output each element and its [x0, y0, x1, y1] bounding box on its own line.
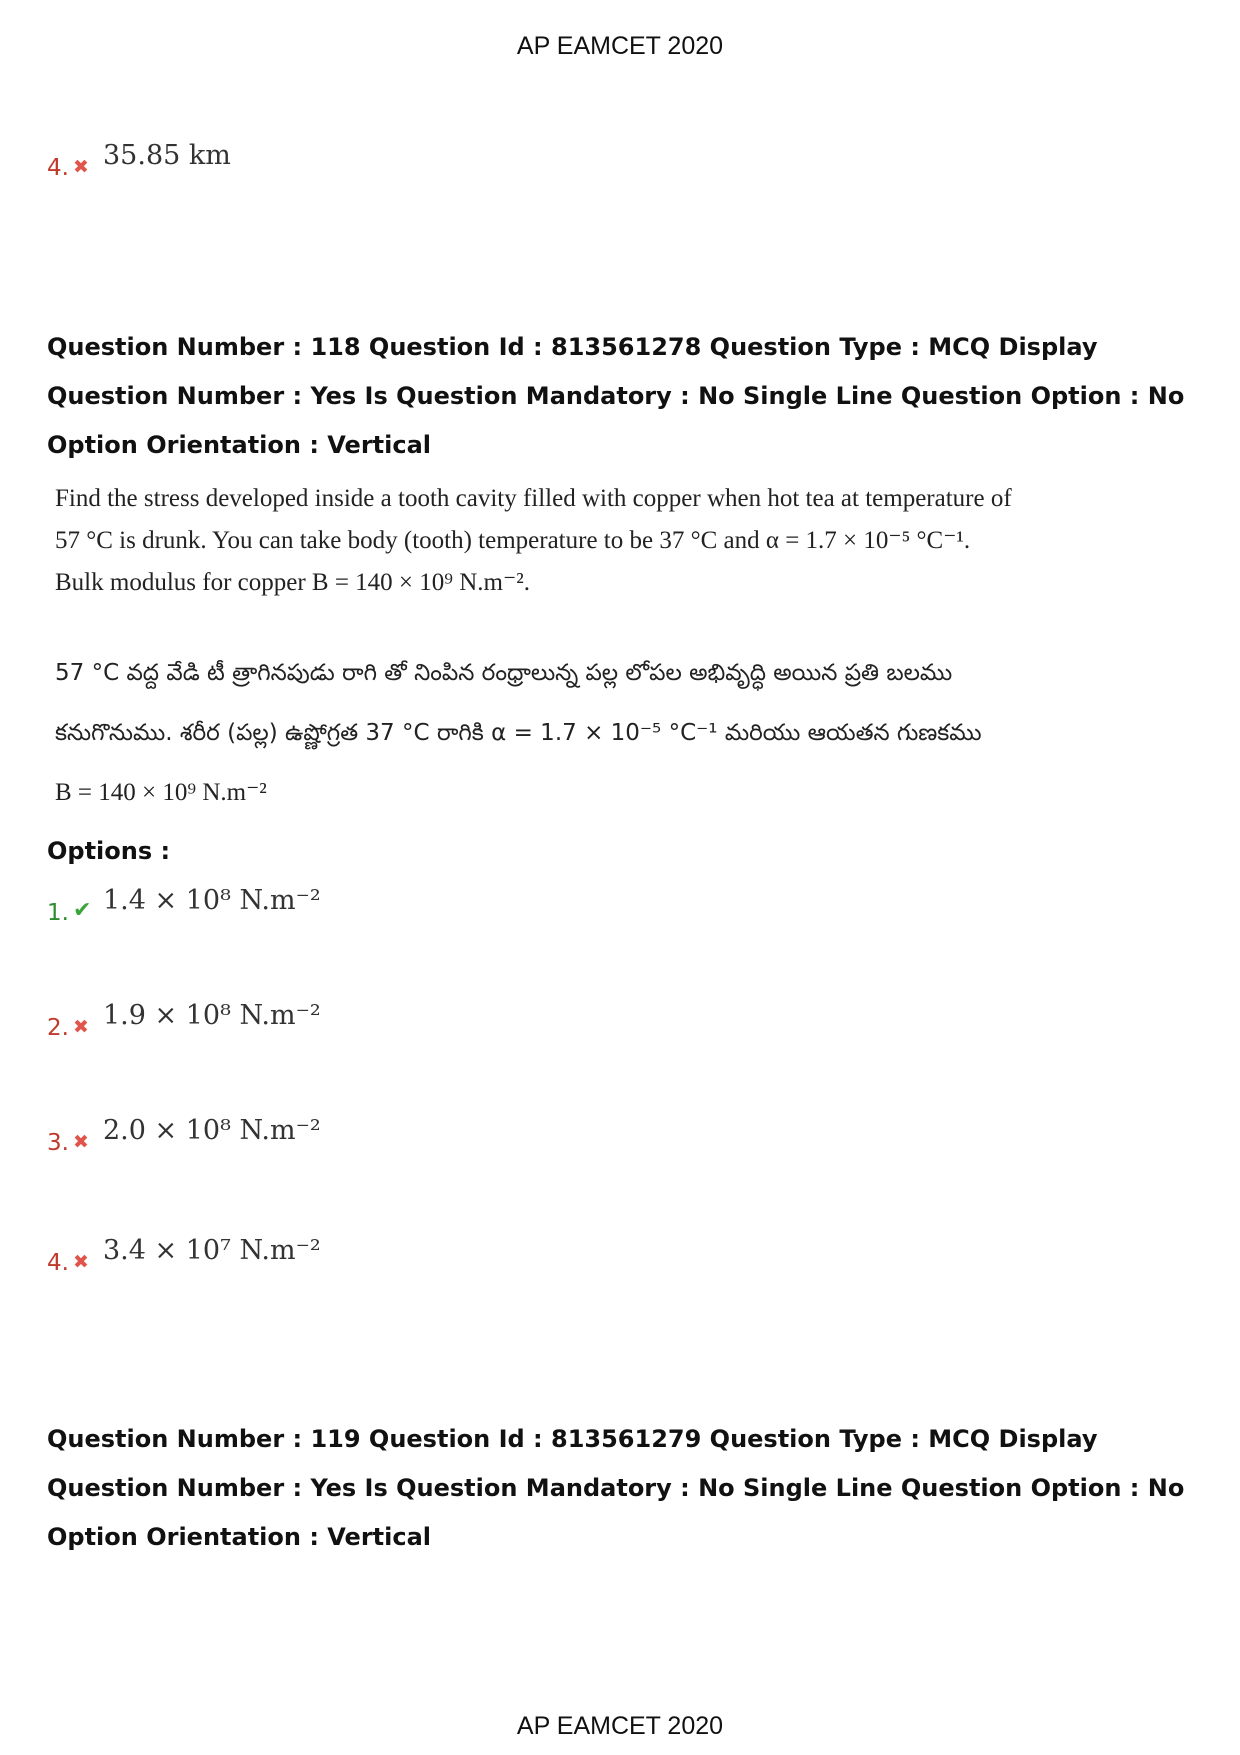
prev-option-4	[47, 140, 231, 181]
option-3	[47, 1115, 321, 1156]
question-line: B = 140 × 10⁹ N.m⁻²	[55, 779, 267, 806]
cross-icon: ✖	[73, 156, 89, 178]
question-line: 57 °C వద్ద వేడి టీ త్రాగినపుడు రాగి తో నింపిన రంధ్రాలున్న పల్ల లోపల అభివృద్ధి అయిన ప్రతి బలము	[55, 660, 953, 686]
option-value: 3.4 × 10⁷ N.m⁻²	[103, 1235, 321, 1266]
page-footer: AP EAMCET 2020	[516, 1712, 724, 1740]
option-number: 3.	[47, 1130, 69, 1156]
option-value: 1.4 × 10⁸ N.m⁻²	[103, 885, 321, 916]
page-header: AP EAMCET 2020	[516, 32, 724, 60]
options-label: Options :	[47, 837, 171, 865]
question-118-english	[55, 478, 1155, 604]
cross-icon: ✖	[73, 1251, 89, 1273]
option-value: 1.9 × 10⁸ N.m⁻²	[103, 1000, 321, 1031]
cross-icon: ✖	[73, 1131, 89, 1153]
option-4	[47, 1235, 321, 1276]
option-value: 35.85 km	[103, 140, 231, 171]
option-number: 1.	[47, 900, 69, 926]
option-value: 2.0 × 10⁸ N.m⁻²	[103, 1115, 321, 1146]
question-line: కనుగొనుము. శరీర (పల్ల) ఉష్ణోగ్రత 37 °C రాగికి α = 1.7 × 10⁻⁵ °C⁻¹ మరియు ఆయతన గుణకము	[55, 720, 982, 746]
question-119-meta: Question Number : 119 Question Id : 813561279 Question Type : MCQ Display Question Number : Yes Is Question Mandatory : No Single Line Question Option : No Option Orientation : Vertical	[47, 1425, 1185, 1551]
option-number: 4.	[47, 155, 69, 181]
option-number: 2.	[47, 1015, 69, 1041]
option-2	[47, 1000, 321, 1041]
check-icon: ✔	[73, 898, 92, 923]
option-1	[47, 885, 321, 926]
question-line: Find the stress developed inside a tooth cavity filled with copper when hot tea at temperature of	[55, 485, 1012, 512]
question-line: Bulk modulus for copper B = 140 × 10⁹ N.m⁻².	[55, 569, 530, 596]
question-118-meta: Question Number : 118 Question Id : 813561278 Question Type : MCQ Display Question Number : Yes Is Question Mandatory : No Single Line Question Option : No Option Orientation : Vertical	[47, 333, 1185, 459]
option-number: 4.	[47, 1250, 69, 1276]
question-line: 57 °C is drunk. You can take body (tooth) temperature to be 37 °C and α = 1.7 × 10⁻⁵ °C⁻¹.	[55, 527, 971, 554]
question-118-telugu	[55, 643, 1155, 823]
cross-icon: ✖	[73, 1016, 89, 1038]
